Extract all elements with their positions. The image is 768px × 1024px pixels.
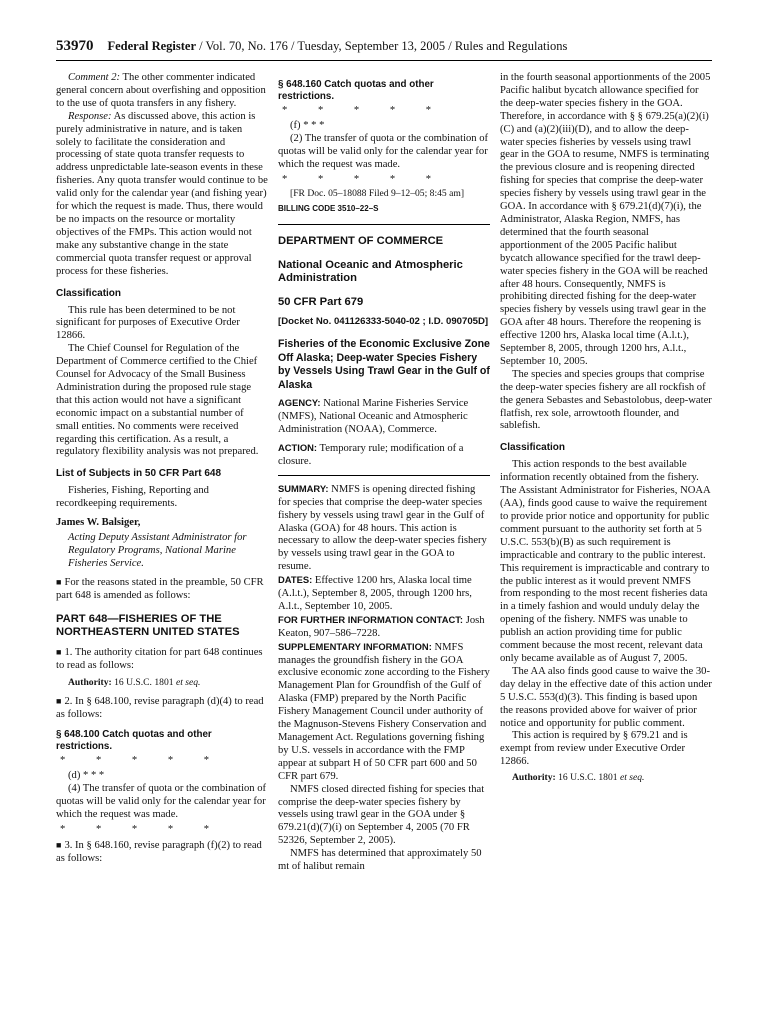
summary-label: SUMMARY: (278, 482, 329, 494)
classification-heading: Classification (500, 442, 566, 454)
section-648-100-heading: § 648.100 Catch quotas and other restrictions. (56, 729, 212, 753)
summary-text: NMFS is opening directed fishing for species that comprise the deep-water species fishery by vessels using trawl gear in the Gulf of Alaska (GOA) for 48 hours. This action is necessary to allow the deep-water species fishery by vessels using trawl gear in the GOA to resume. (278, 483, 487, 573)
classification-heading: Classification (56, 287, 122, 299)
omission-stars: * * * * * (282, 173, 446, 185)
dates-paragraph (278, 574, 490, 614)
supplementary-text: NMFS manages the groundfish fishery in the GOA exclusive economic zone according to the Fishery Management Plan for Groundfish of the Gulf of Alaska (FMP) prepared by the North Pacific Fishery Management Council under authority of the Magnuson-Stevens Fishery Conservation and Management Act. Regulations governing fishing by U.S. vessels in accordance with the FMP appear at subpart H of 50 CFR part 600 and 50 CFR part 679. (278, 641, 490, 782)
action-paragraph (278, 442, 490, 469)
bullet-square-icon: ■ (56, 576, 62, 587)
instruction-2-text: 2. In § 648.100, revise paragraph (d)(4) to read as follows: (56, 696, 264, 721)
page-header (56, 38, 716, 55)
department-heading: DEPARTMENT OF COMMERCE (278, 235, 444, 248)
column-3 (500, 72, 712, 785)
comment-2-label: Comment 2: (68, 72, 121, 83)
signer-title: Acting Deputy Assistant Administrator for Regulatory Programs, National Marine Fisheries Service. (68, 532, 247, 569)
bullet-square-icon: ■ (56, 646, 62, 657)
header-rule (56, 60, 712, 61)
classification-paragraph-3: This action is required by § 679.21 and is exempt from review under Executive Order 12866. (500, 730, 688, 768)
authority-label: Authority: (512, 772, 556, 784)
paragraph-f2: (2) The transfer of quota or the combination of quotas will be valid only for the calendar year for which the request was made. (278, 132, 489, 170)
comment-2-paragraph (56, 72, 268, 111)
response-label: Response: (68, 110, 112, 122)
paragraph-d-marker: (d) * * * (68, 770, 105, 782)
preamble-text: For the reasons stated in the preamble, 50 CFR part 648 is amended as follows: (56, 576, 264, 601)
species-paragraph: The species and species groups that comprise the deep-water species fishery are all rockfish of the genera Sebastes and Sebastolobus, deep-water flatfish, rex sole, arrowtooth flounder, and sablefish. (500, 368, 712, 432)
authority-text: 16 U.S.C. 1801 (111, 677, 176, 689)
subjects-text: Fisheries, Fishing, Reporting and recordkeeping requirements. (56, 485, 209, 510)
bullet-square-icon: ■ (56, 839, 62, 850)
contact-label: FOR FURTHER INFORMATION CONTACT: (278, 613, 464, 625)
omission-stars: * * * * * (60, 823, 224, 835)
paragraph-f-marker: (f) * * * (290, 119, 325, 131)
omission-stars: * * * * * (282, 105, 446, 116)
agency-text: National Marine Fisheries Service (NMFS), National Oceanic and Atmospheric Administration (NOAA), Commerce. (278, 398, 469, 436)
contact-paragraph (278, 614, 490, 641)
dates-text: Effective 1200 hrs, Alaska local time (A.l.t.), September 8, 2005, through 1200 hrs, A.l.t., September 10, 2005. (278, 575, 472, 612)
section-648-160-heading: § 648.160 Catch quotas and other restrictions. (278, 79, 434, 102)
section-divider (278, 224, 490, 225)
classification-paragraph-2: The Chief Counsel for Regulation of the Department of Commerce certified to the Chief Counsel for Advocacy of the Small Business Administration during the proposed rule stage that this action would not have a significant economic impact on a substantial number of small entities. No comments were received regarding this certification. As a result, a regulatory flexibility analysis was not prepared. (56, 343, 259, 458)
contact-text: Josh Keaton, 907–586–7228. (278, 614, 485, 639)
rule-title: Fisheries of the Economic Exclusive Zone Off Alaska; Deep-water Species Fishery by Vessels Using Trawl Gear in the Gulf of Alaska (278, 338, 490, 391)
authority-citation (500, 772, 712, 785)
fr-doc-line: [FR Doc. 05–18088 Filed 9–12–05; 8:45 am] (290, 188, 465, 200)
agency-paragraph (278, 397, 490, 437)
preamble-instruction (56, 576, 268, 603)
closure-paragraph: NMFS closed directed fishing for species that comprise the deep-water species fishery by vessels using trawl gear in the GOA under § 679.21(d)(7)(i) on September 4, 2005 (70 FR 52326, September 2, 2005). (278, 783, 485, 847)
authority-label: Authority: (68, 677, 112, 689)
instruction-2 (56, 695, 268, 722)
docket-number: [Docket No. 041126333-5040-02 ; I.D. 090705D] (278, 316, 489, 328)
comment-2-text: The other commenter indicated general concern about overfishing and opposition to the use of quota transfers in any fishery. (56, 72, 266, 109)
subjects-heading: List of Subjects in 50 CFR Part 648 (56, 468, 222, 480)
agency-heading: National Oceanic and Atmospheric Administration (278, 258, 463, 285)
agency-label: AGENCY: (278, 397, 321, 409)
supplementary-paragraph (278, 641, 490, 784)
part-heading: PART 648—FISHERIES OF THE NORTHEASTERN UNITED STATES (56, 612, 240, 639)
response-text: As discussed above, this action is purely administrative in nature, and is taken solely to facilitate the consideration and processing of state quota transfer requests to address unpredictable late-season events in these fisheries. Any quota transfer would continue to be valid only for the calendar year (and fishing year) for which the request is made. Thus, there would be no impacts on the resource or mortality objectives of the FMPs. This action would not make any substantive change in the state commercial quota transfer request or approval process for these fisheries. (56, 110, 268, 277)
publication-name: Federal Register (107, 39, 197, 53)
summary-paragraph (278, 483, 490, 574)
omission-stars: * * * * * (60, 755, 224, 767)
column-2 (278, 72, 490, 874)
page-number: 53970 (56, 38, 94, 54)
determination-paragraph: NMFS has determined that approximately 50 mt of halibut remain (278, 848, 482, 873)
classification-paragraph-2: The AA also finds good cause to waive the 30-day delay in the effective date of this action under 5 U.S.C. 553(d)(3). This finding is based upon the reasons provided above for waiver of prior notice and opportunity for public comment. (500, 665, 712, 729)
supplementary-label: SUPPLEMENTARY INFORMATION: (278, 640, 432, 652)
action-text: Temporary rule; modification of a closure. (278, 442, 464, 467)
response-paragraph (56, 111, 268, 279)
authority-citation (56, 677, 268, 690)
instruction-3 (56, 839, 268, 866)
billing-code: BILLING CODE 3510–22–S (278, 204, 379, 214)
column-1 (56, 72, 268, 865)
dates-label: DATES: (278, 574, 313, 586)
classification-paragraph-1: This action responds to the best available information recently obtained from the fishery. The Assistant Administrator for Fisheries, NOAA (AA), finds good cause to waive the requirement to provide prior notice and opportunity for public comment pursuant to the authority set forth at 5 U.S.C. 553(b)(B) as such requirement is impracticable and contrary to the public interest. This requirement is impracticable and contrary to the public interest as it would prevent NMFS from responding to the most recent fisheries data in a timely fashion and would unduly delay the opening of the fishery. NMFS was unable to publish an action providing time for public comment because the most recent, relevant data only became available as of August 7, 2005. (500, 459, 711, 664)
signer-name: James W. Balsiger, (56, 517, 141, 529)
bullet-square-icon: ■ (56, 696, 62, 707)
summary-divider (278, 475, 490, 476)
action-label: ACTION: (278, 441, 318, 453)
continued-paragraph: in the fourth seasonal apportionments of the 2005 Pacific halibut bycatch allowance specified for the deep-water species fishery in the GOA. Therefore, in accordance with § § 679.25(a)(2)(i)(C) and (a)(2)(iii)(D), and to allow the deep-water species fisheries by vessels using trawl gear in the GOA to resume, NMFS is terminating the previous closure and is reopening directed fishing for species that comprise the deep-water species fishery by vessels using trawl gear in the GOA. In accordance with § 679.21(d)(7)(i), the Administrator, Alaska Region, NMFS, has determined that the fourth seasonal apportionment of the 2005 Pacific halibut bycatch allowance specified for the trawl deep-water species fishery in the GOA will be reached after 48 hours. Consequently, NMFS is prohibiting directed fishing for the deep-water species fishery by vessels using trawl gear in the GOA after 48 hours. Therefore the reopening is effective 1200 hrs, Alaska local time (A.l.t.), September 8, 2005, through 1200 hrs, A.l.t., September 10, 2005. (500, 72, 711, 367)
authority-et-seq: et seq. (175, 677, 201, 689)
header-details: / Vol. 70, No. 176 / Tuesday, September 13, 2005 / Rules and Regulations (196, 39, 568, 53)
classification-paragraph-1: This rule has been determined to be not significant for purposes of Executive Order 12866. (56, 304, 240, 342)
authority-text: 16 U.S.C. 1801 (555, 772, 620, 784)
instruction-1 (56, 646, 268, 673)
paragraph-d4: (4) The transfer of quota or the combination of quotas will be valid only for the calendar year for which the request was made. (56, 782, 267, 820)
authority-et-seq: et seq. (619, 772, 645, 784)
instruction-1-text: 1. The authority citation for part 648 continues to read as follows: (56, 646, 263, 671)
instruction-3-text: 3. In § 648.160, revise paragraph (f)(2) to read as follows: (56, 839, 262, 864)
cfr-part-heading: 50 CFR Part 679 (278, 295, 364, 308)
